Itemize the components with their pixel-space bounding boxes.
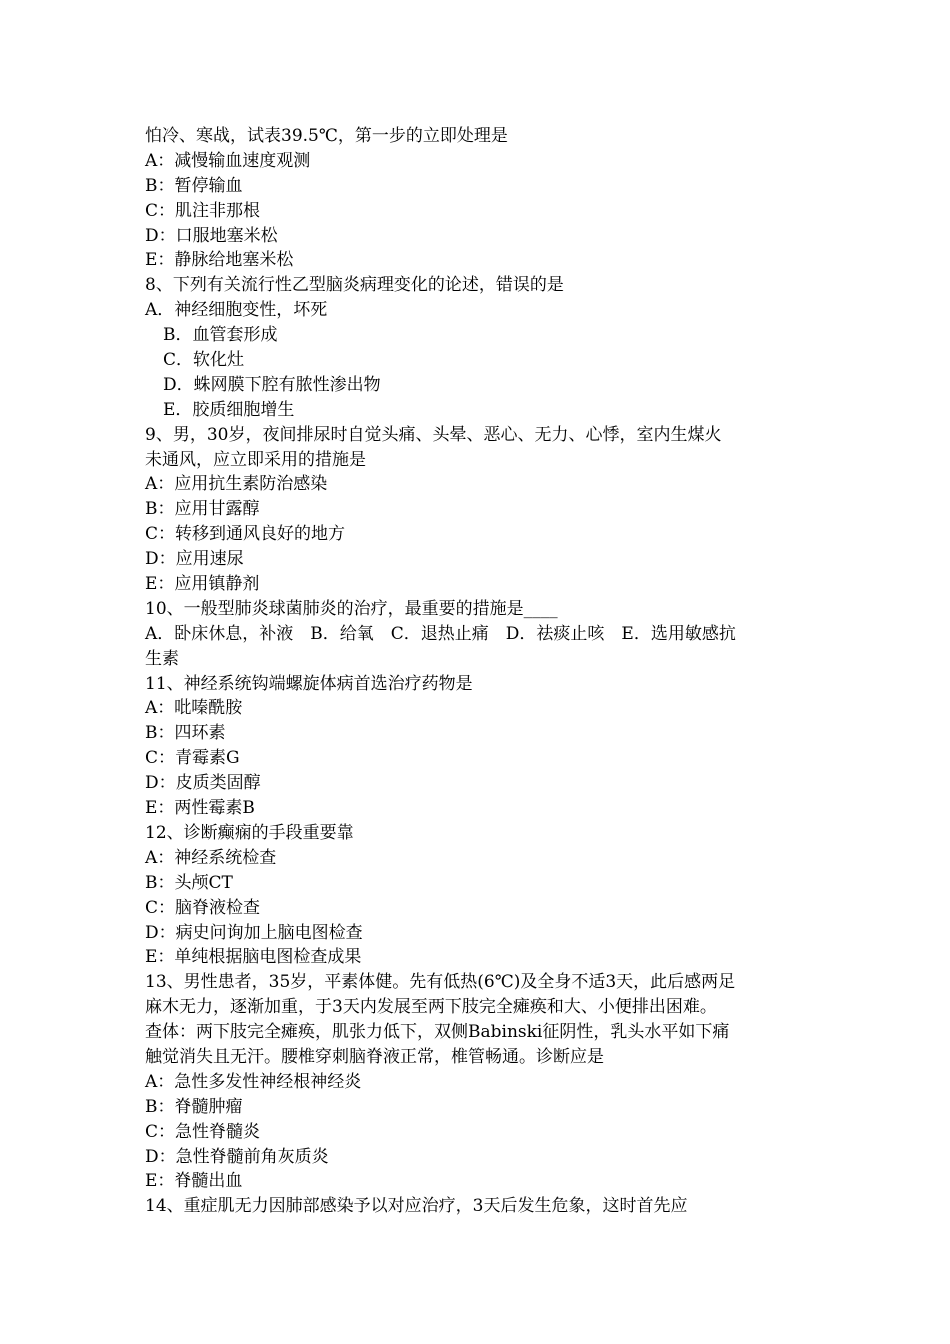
text-line: 12、诊断癫痫的手段重要靠: [145, 822, 354, 843]
text-line: 查体：两下肢完全瘫痪，肌张力低下，双侧Babinski征阴性，乳头水平如下痛: [145, 1022, 730, 1043]
text-line: 未通风，应立即采用的措施是: [145, 449, 366, 470]
text-line: E．胶质细胞增生: [163, 399, 295, 420]
text-line: 13、男性患者，35岁，平素体健。先有低热(6℃)及全身不适3天，此后感两足: [145, 972, 736, 993]
text-line: D：急性脊髓前角灰质炎: [145, 1146, 329, 1167]
text-line: 14、重症肌无力因肺部感染予以对应治疗，3天后发生危象，这时首先应: [145, 1196, 688, 1217]
text-line: E：静脉给地塞米松: [145, 250, 294, 271]
text-line: 麻木无力，逐渐加重，于3天内发展至两下肢完全瘫痪和大、小便排出困难。: [145, 997, 717, 1018]
text-line: D：应用速尿: [145, 549, 244, 570]
text-line: E：两性霉素B: [145, 798, 255, 819]
text-line: A：吡嗪酰胺: [145, 698, 243, 719]
text-line: 9、男，30岁，夜间排尿时自觉头痛、头晕、恶心、无力、心悸，室内生煤火: [145, 424, 722, 445]
text-line: A：应用抗生素防治感染: [145, 474, 328, 495]
text-line: B：脊髓肿瘤: [145, 1096, 243, 1117]
text-line: C：肌注非那根: [145, 200, 261, 221]
text-line: E：单纯根据脑电图检查成果: [145, 947, 362, 968]
text-line: A．卧床休息，补液 B．给氧 C．退热止痛 D．祛痰止咳 E．选用敏感抗: [145, 623, 736, 644]
document-page: [145, 124, 815, 1219]
text-line: B：暂停输血: [145, 175, 243, 196]
text-line: 触觉消失且无汗。腰椎穿刺脑脊液正常，椎管畅通。诊断应是: [145, 1046, 604, 1067]
text-line: D：皮质类固醇: [145, 773, 261, 794]
text-line: A．神经细胞变性，坏死: [145, 300, 328, 321]
text-line: B：四环素: [145, 723, 226, 744]
text-line: B：头颅CT: [145, 872, 233, 893]
text-line: D：口服地塞米松: [145, 225, 278, 246]
text-line: D：病史问询加上脑电图检查: [145, 922, 363, 943]
text-line: 11、神经系统钩端螺旋体病首选治疗药物是: [145, 673, 473, 694]
text-line: A：减慢输血速度观测: [145, 150, 311, 171]
text-line: B：应用甘露醇: [145, 499, 260, 520]
text-line: C．软化灶: [163, 350, 245, 371]
text-line: C：转移到通风良好的地方: [145, 524, 346, 545]
text-line: 8、下列有关流行性乙型脑炎病理变化的论述，错误的是: [145, 275, 564, 296]
text-line: D．蛛网膜下腔有脓性渗出物: [163, 374, 381, 395]
text-line: 生素: [145, 648, 179, 669]
text-line: E：应用镇静剂: [145, 574, 260, 595]
text-line: A：急性多发性神经根神经炎: [145, 1071, 362, 1092]
text-line: 怕冷、寒战，试表39.5℃，第一步的立即处理是: [145, 126, 508, 146]
text-line: 10、一般型肺炎球菌肺炎的治疗，最重要的措施是____: [145, 598, 558, 619]
text-line: A：神经系统检查: [145, 847, 277, 868]
text-line: C：急性脊髓炎: [145, 1121, 261, 1142]
text-line: C：脑脊液检查: [145, 897, 261, 918]
text-line: B．血管套形成: [163, 325, 278, 346]
text-line: E：脊髓出血: [145, 1171, 243, 1192]
text-line: C：青霉素G: [145, 748, 240, 769]
